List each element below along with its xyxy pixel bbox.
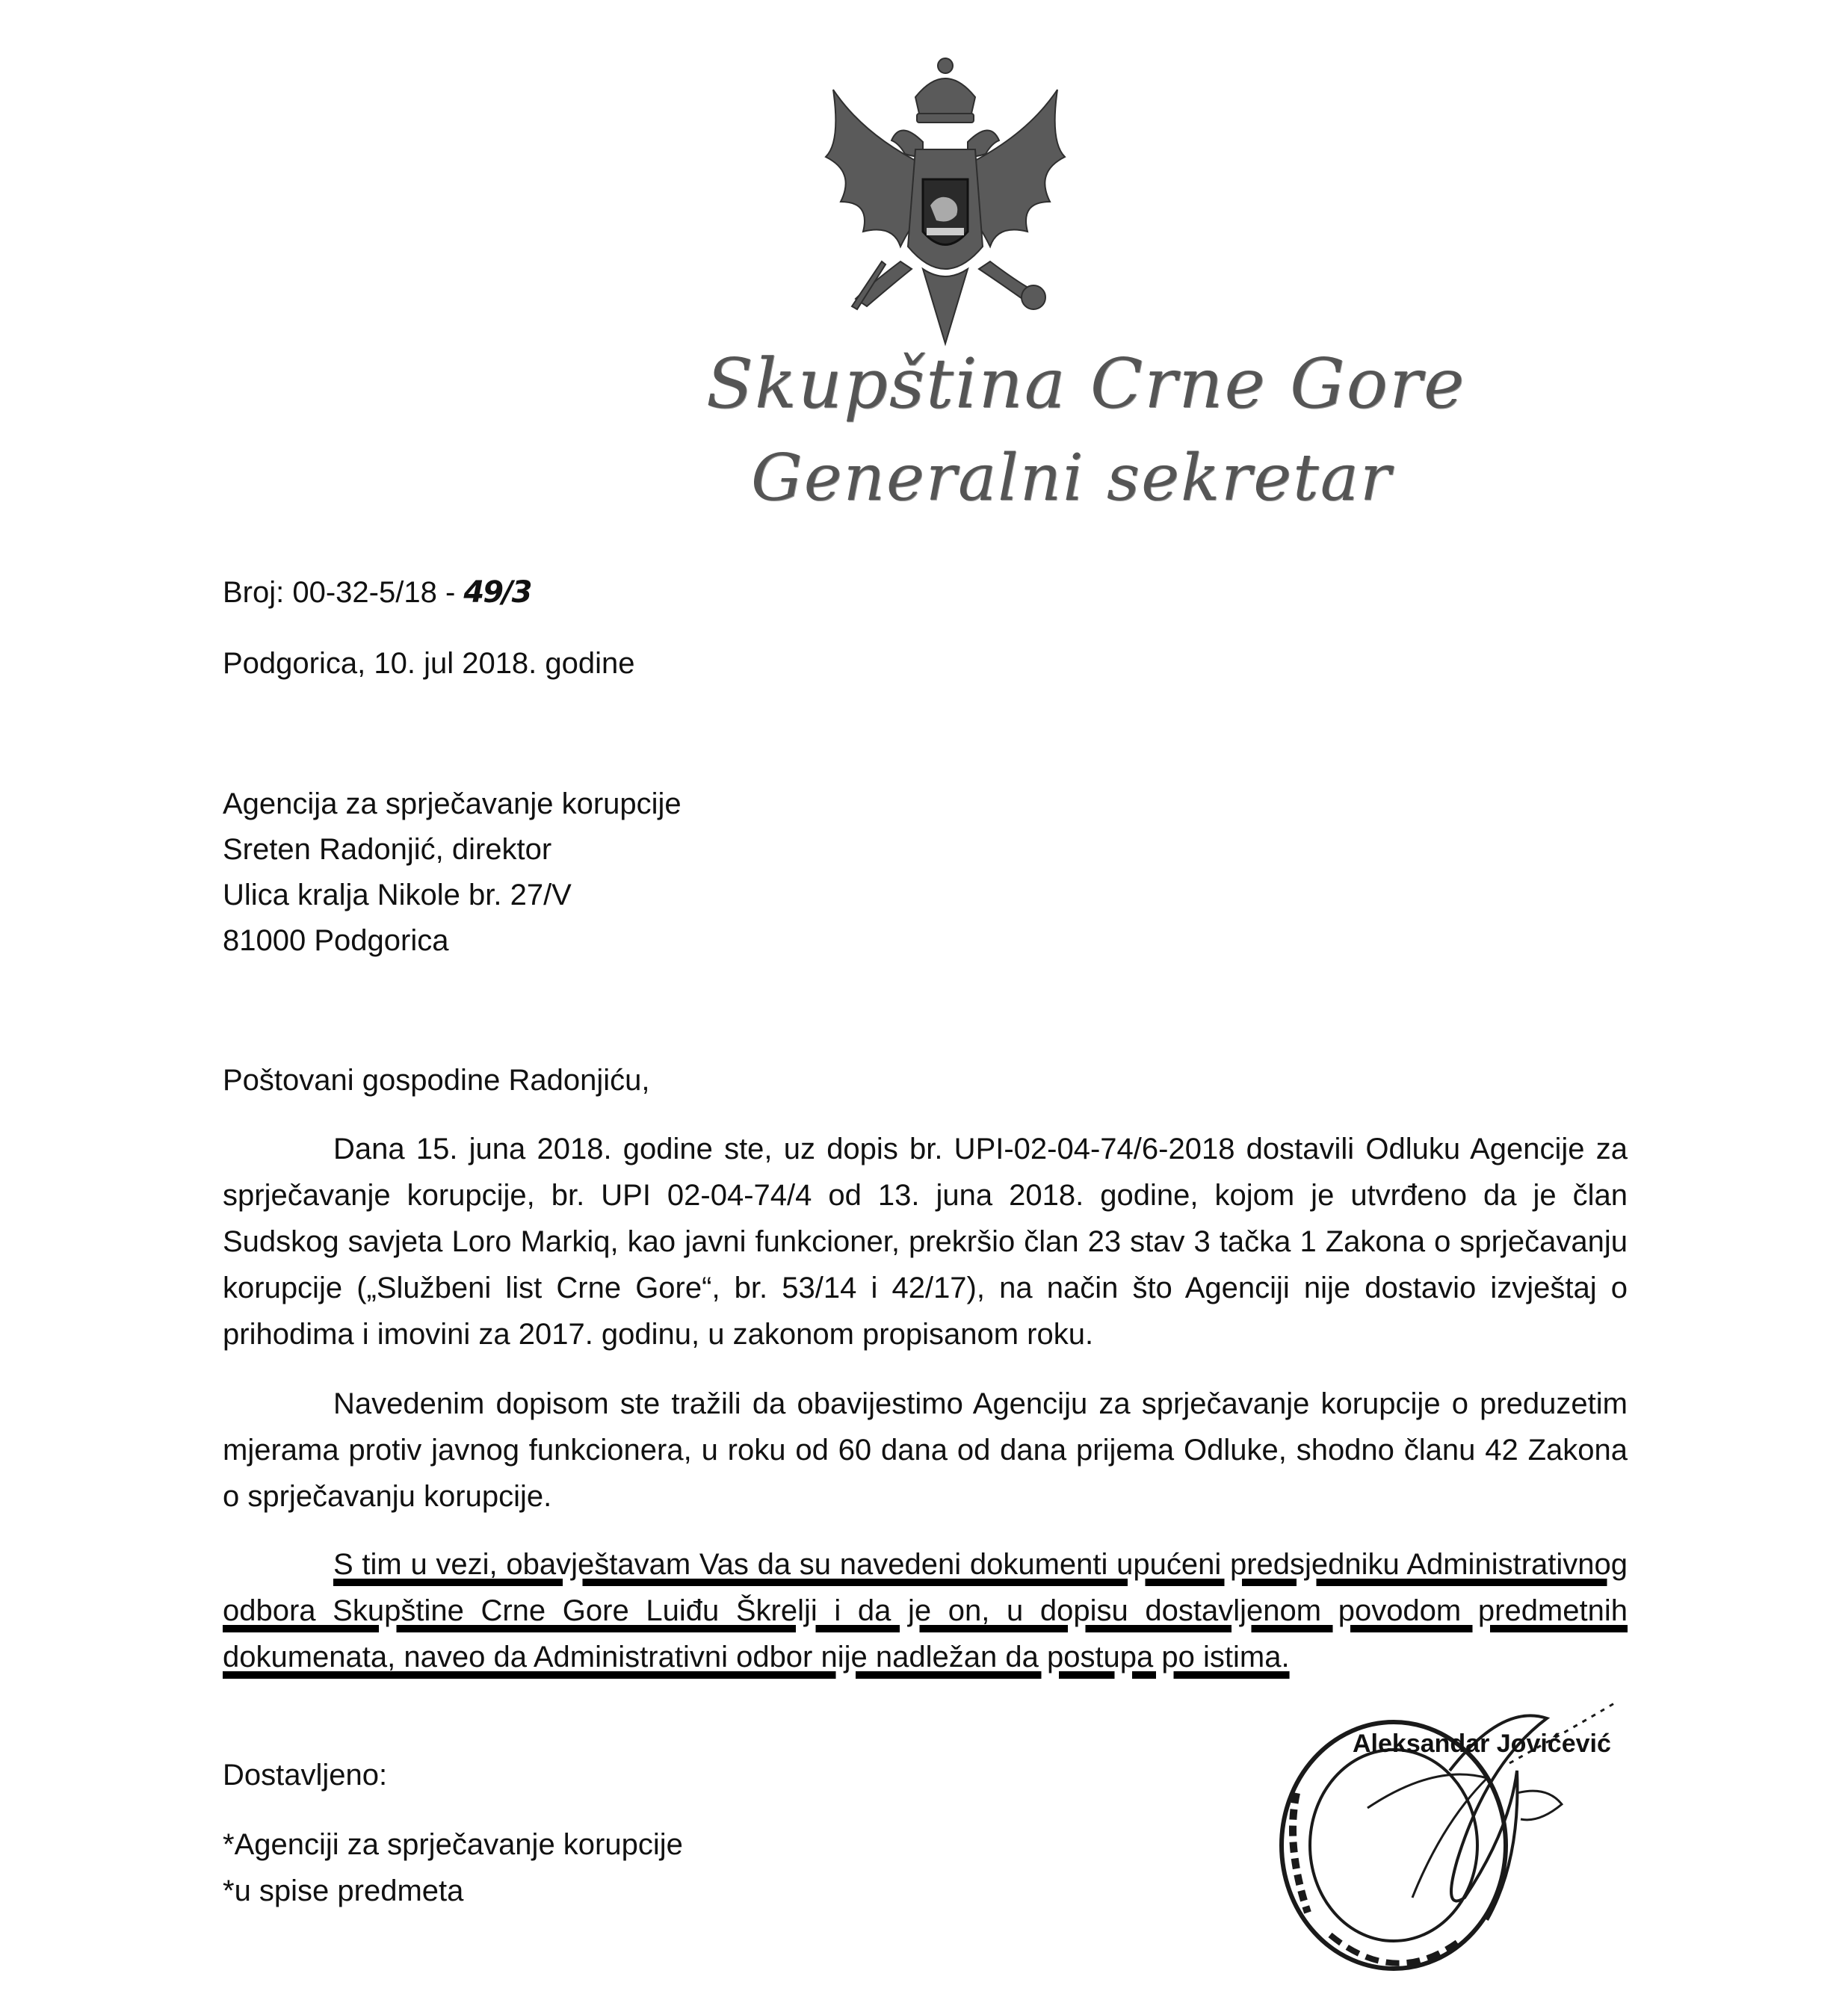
letter-date: Podgorica, 10. jul 2018. godine (223, 647, 635, 680)
reference-number (223, 569, 531, 616)
recipient-address (223, 781, 682, 963)
stamp-signature-icon (1263, 1674, 1637, 1987)
recipient-line: Ulica kralja Nikole br. 27/V (223, 879, 572, 911)
coat-of-arms-icon (811, 45, 1080, 366)
body-paragraph-underlined: S tim u vezi, obavještavam Vas da su navedeni dokumenti upućeni predsjedniku Administrativnog odbora Skupštine Crne Gore Luiđu Škrelji i da je on, u dopisu dostavljenom povodom predmetnih dokumenata, naveo da Administrativni odbor nije nadležan da postupa po istima. (223, 1548, 1628, 1674)
stamp-name: Aleksandar Jovićević (1353, 1730, 1611, 1758)
reference-handwritten: 49/3 (463, 575, 531, 610)
letterhead-institution: Skupština Crne Gore (706, 344, 1466, 424)
body-paragraph: Navedenim dopisom ste tražili da obavijestimo Agenciju za sprječavanje korupcije o preduzetim mjerama protiv javnog funkcionera, u roku od 60 dana od dana prijema Odluke, shodno članu 42 Zakona o sprječavanju korupcije. (223, 1387, 1628, 1513)
body-paragraph: Dana 15. juna 2018. godine ste, uz dopis br. UPI-02-04-74/6-2018 dostavili Odluku Agencije za sprječavanje korupcije, br. UPI 02-04-74/4 od 13. juna 2018. godine, kojom je utvrđeno da je član Sudskog savjeta Loro Markiq, kao javni funkcioner, prekršio član 23 stav 3 tačka 1 Zakona o sprječavanju korupcije („Službeni list Crne Gore“, br. 53/14 i 42/17), na način što Agenciji nije dostavio izvještaj o prihodima i imovini za 2017. godinu, u zakonom propisanom roku. (223, 1133, 1628, 1351)
delivered-item: *Agenciji za sprječavanje korupcije (223, 1828, 683, 1861)
delivered-list (223, 1821, 683, 1914)
delivered-label: Dostavljeno: (223, 1759, 388, 1792)
delivered-item: *u spise predmeta (223, 1874, 464, 1907)
salutation: Poštovani gospodine Radonjiću, (223, 1064, 650, 1097)
reference-label: Broj: 00-32-5/18 - (223, 576, 464, 609)
recipient-line: Agencija za sprječavanje korupcije (223, 787, 682, 820)
recipient-line: Sreten Radonjić, direktor (223, 833, 552, 866)
letterhead-office: Generalni sekretar (751, 441, 1393, 515)
recipient-line: 81000 Podgorica (223, 924, 449, 957)
